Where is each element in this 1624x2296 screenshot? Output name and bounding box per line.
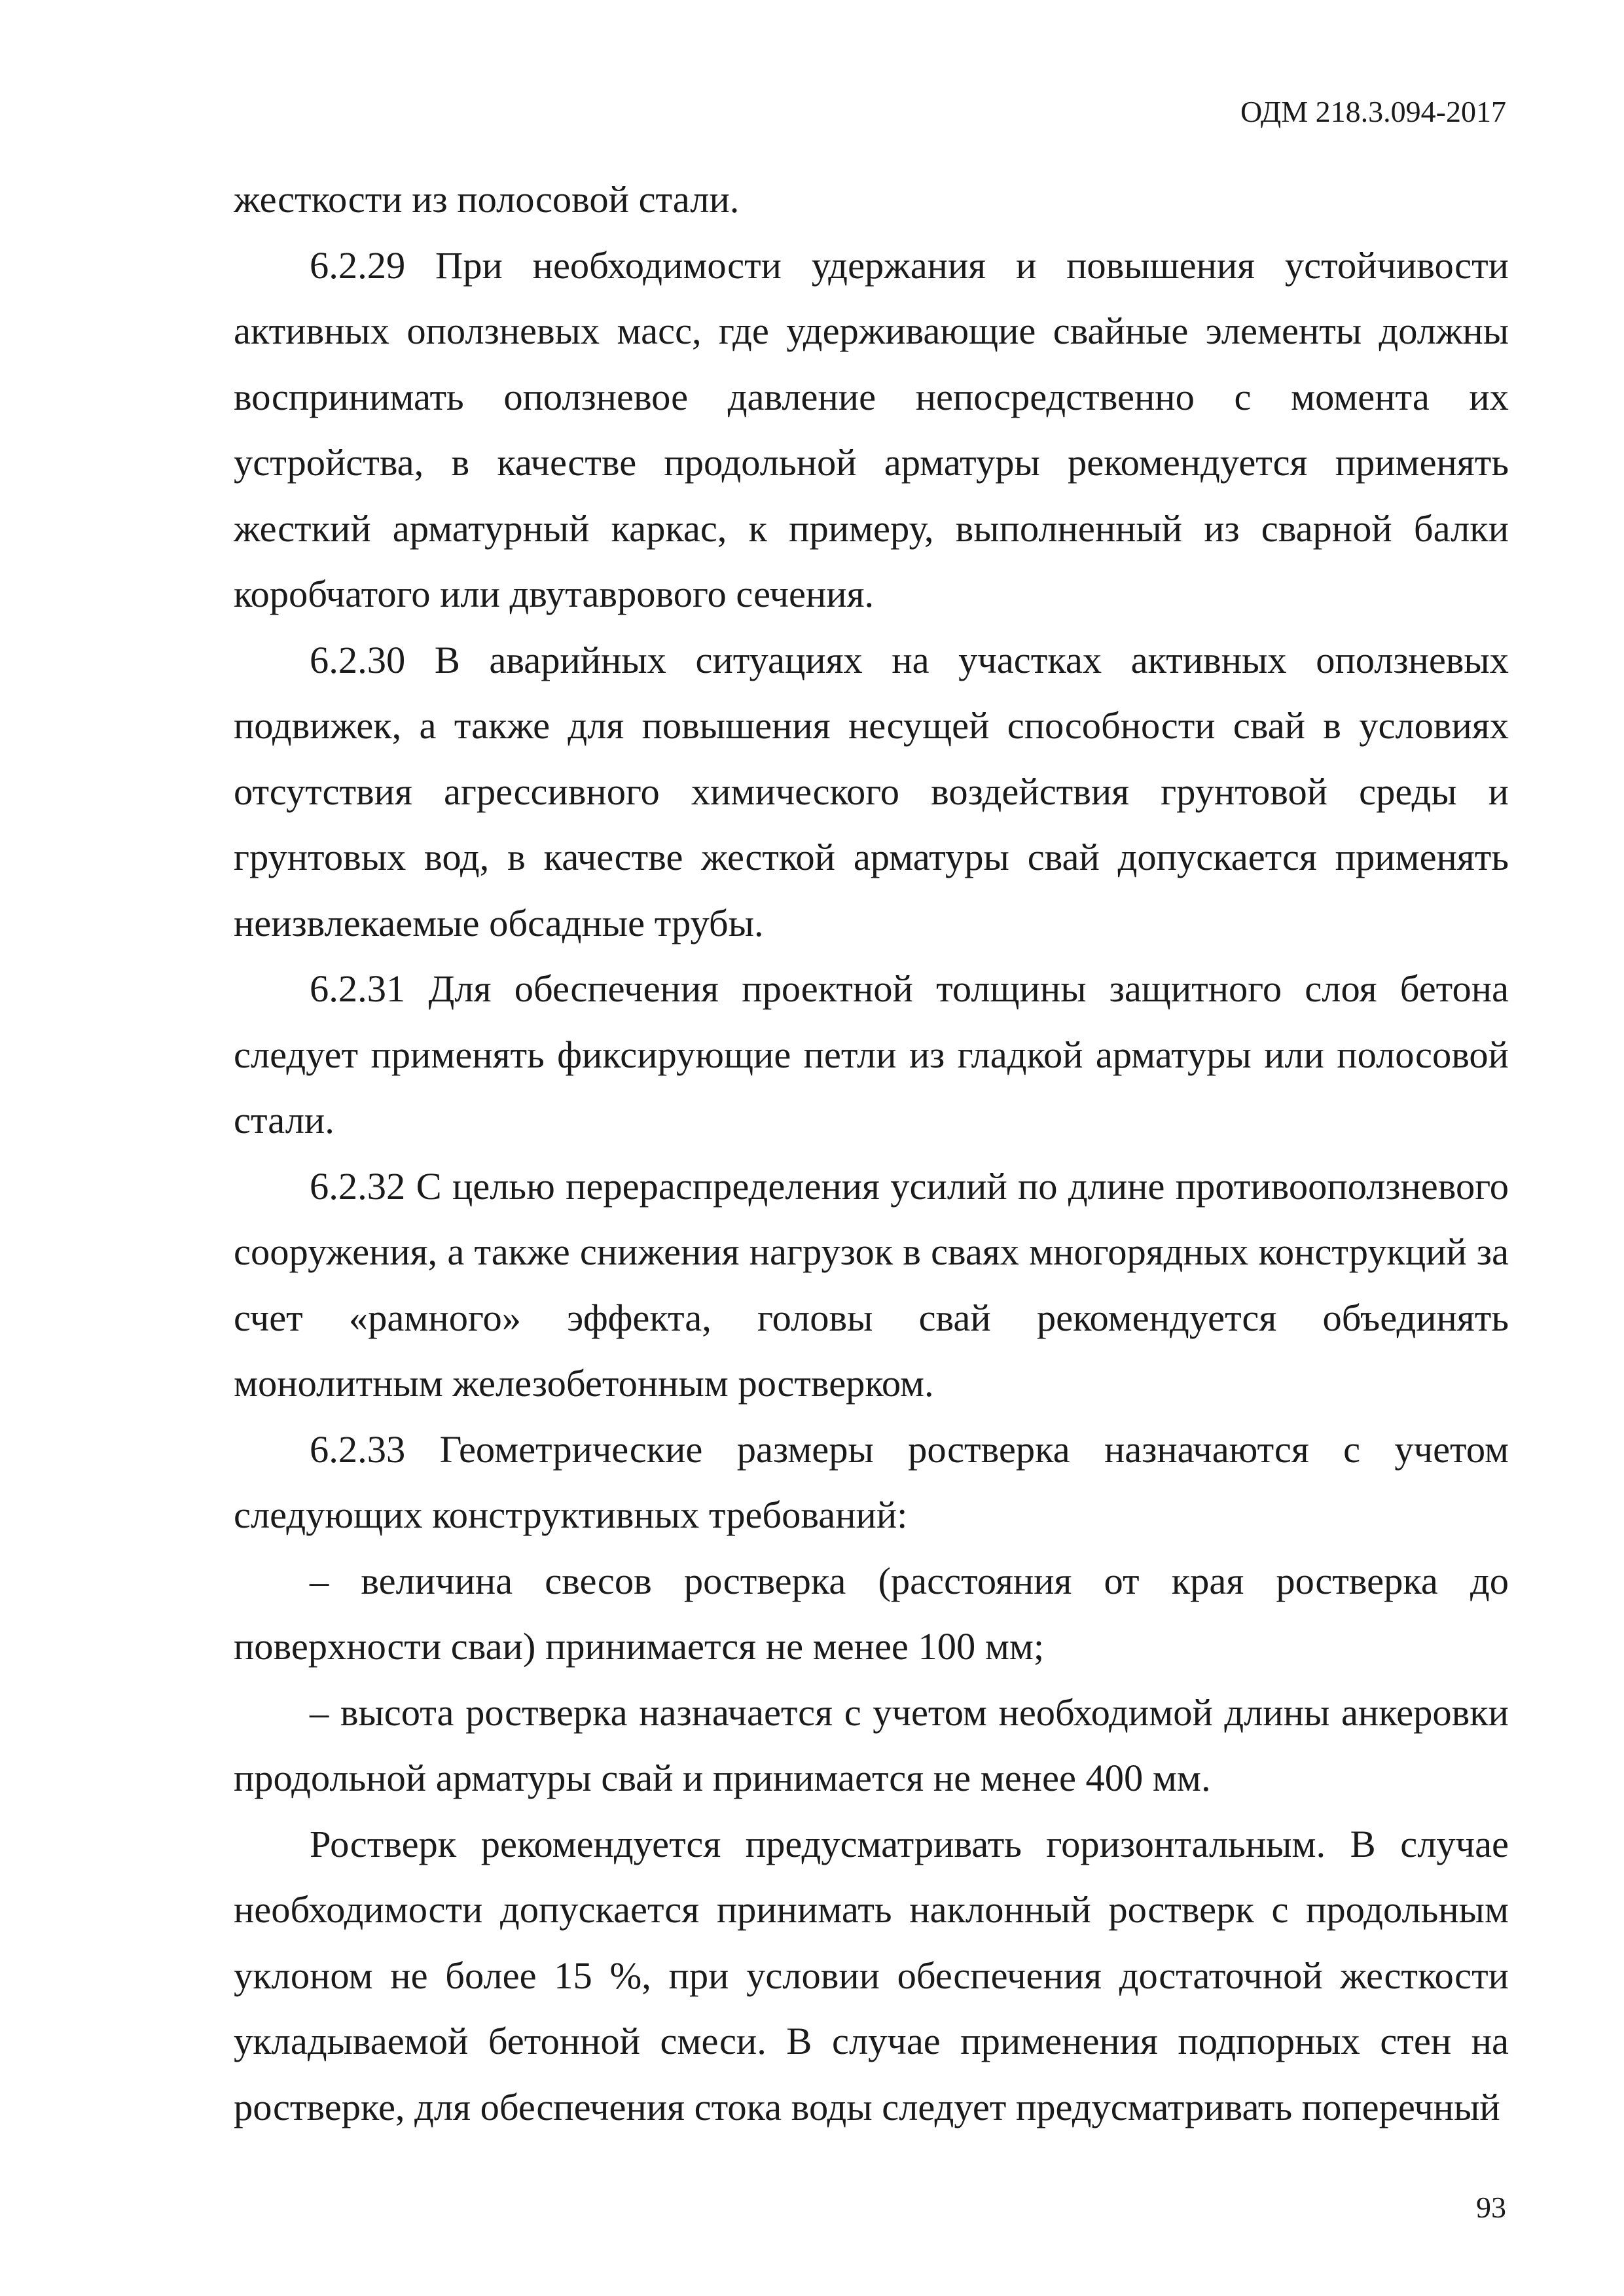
body-text: [234, 167, 1509, 2140]
clause-6-2-33: 6.2.33 Геометрические размеры ростверка назначаются с учетом следующих конструктивных требований:: [234, 1427, 1509, 1536]
paragraph-grillage-slope: Ростверк рекомендуется предусматривать горизонтальным. В случае необходимости допускается принимать наклонный ростверк с продольным уклоном не более 15 %, при условии обеспечения достаточной жесткости укладываемой бетонной смеси. В случае применения подпорных стен на ростверке, для обеспечения стока воды следует предусматривать поперечный: [234, 1822, 1509, 2128]
clause-6-2-30: 6.2.30 В аварийных ситуациях на участках активных оползневых подвижек, а также для повышения несущей способности свай в условиях отсутствия агрессивного химического воздействия грунтовой среды и грунтовых вод, в качестве жесткой арматуры свай допускается применять неизвлекаемые обсадные трубы.: [234, 638, 1509, 944]
paragraph-continuation: жесткости из полосовой стали.: [234, 178, 740, 221]
clause-6-2-32: 6.2.32 С целью перераспределения усилий по длине противооползневого сооружения, а также снижения нагрузок в сваях многорядных конструкций за счет «рамного» эффекта, головы свай рекомендуется объединять монолитным железобетонным ростверком.: [234, 1164, 1509, 1405]
list-item-height: – высота ростверка назначается с учетом необходимой длины анкеровки продольной арматуры свай и принимается не менее 400 мм.: [234, 1691, 1509, 1799]
clause-6-2-31: 6.2.31 Для обеспечения проектной толщины защитного слоя бетона следует применять фиксирующие петли из гладкой арматуры или полосовой стали.: [234, 967, 1509, 1141]
clause-6-2-29: 6.2.29 При необходимости удержания и повышения устойчивости активных оползневых масс, где удерживающие свайные элементы должны воспринимать оползневое давление непосредственно с момента их устройства, в качестве продольной арматуры рекомендуется применять жесткий арматурный каркас, к примеру, выполненный из сварной балки коробчатого или двутаврового сечения.: [234, 243, 1509, 615]
document-code-header: ОДМ 218.3.094-2017: [1240, 95, 1506, 128]
list-item-overhang: – величина свесов ростверка (расстояния от края ростверка до поверхности сваи) принимается не менее 100 мм;: [234, 1559, 1509, 1668]
page-number: 93: [1476, 2191, 1506, 2224]
